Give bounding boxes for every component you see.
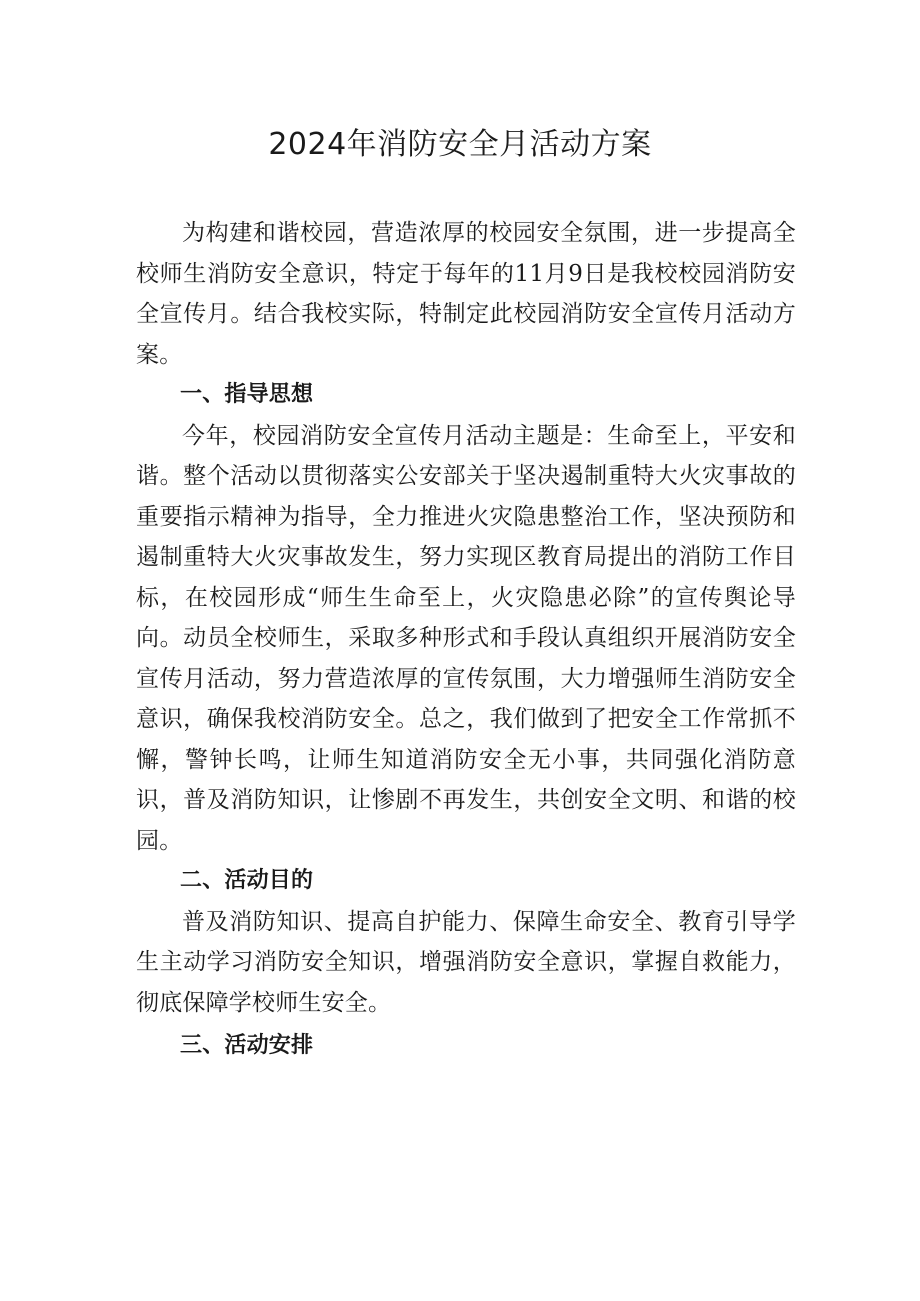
document-title: 2024年消防安全月活动方案 bbox=[268, 127, 652, 162]
activity-purpose-paragraph: 普及消防知识、提高自护能力、保障生命安全、教育引导学生主动学习消防安全知识，增强消防安全意识，掌握自救能力，彻底保障学校师生安全。 bbox=[136, 908, 796, 1016]
document-body bbox=[136, 213, 796, 1067]
section-heading-activity-purpose: 二、活动目的 bbox=[180, 868, 314, 893]
section-heading-activity-arrangement: 三、活动安排 bbox=[180, 1033, 314, 1058]
guiding-ideology-paragraph: 今年，校园消防安全宣传月活动主题是：生命至上，平安和谐。整个活动以贯彻落实公安部关于坚决遏制重特大火灾事故的重要指示精神为指导，全力推进火灾隐患整治工作，坚决预防和遏制重特大火灾事故发生，努力实现区教育局提出的消防工作目标，在校园形成“师生生命至上，火灾隐患必除”的宣传舆论导向。动员全校师生，采取多种形式和手段认真组织开展消防安全宣传月活动，努力营造浓厚的宣传氛围，大力增强师生消防安全意识，确保我校消防安全。总之，我们做到了把安全工作常抓不懈，警钟长鸣，让师生知道消防安全无小事，共同强化消防意识，普及消防知识，让惨剧不再发生，共创安全文明、和谐的校园。 bbox=[136, 422, 796, 854]
intro-paragraph: 为构建和谐校园，营造浓厚的校园安全氛围，进一步提高全校师生消防安全意识，特定于每年的11月9日是我校校园消防安全宣传月。结合我校实际，特制定此校园消防安全宣传月活动方案。 bbox=[136, 220, 796, 368]
section-heading-guiding-ideology: 一、指导思想 bbox=[180, 382, 314, 407]
